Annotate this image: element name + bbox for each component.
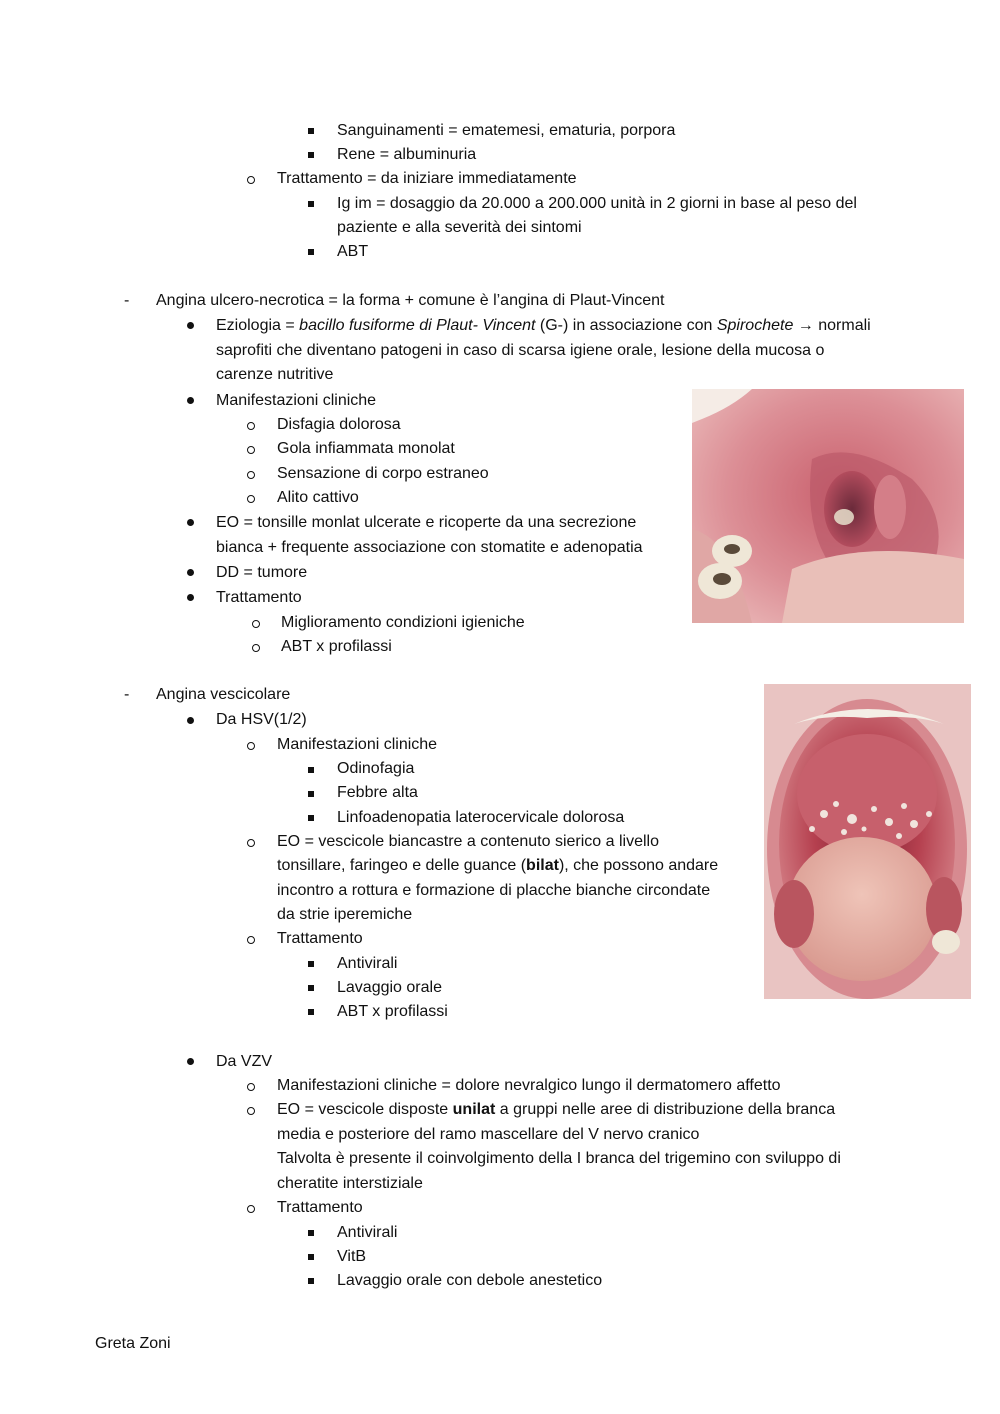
section-heading: Angina ulcero-necrotica = la forma + comune è l’angina di Plaut-Vincent — [156, 292, 665, 309]
bullet-square — [308, 152, 314, 158]
list-item-continuation: media e posteriore del ramo mascellare del V nervo cranico — [277, 1126, 700, 1143]
list-item: Da HSV(1/2) — [216, 711, 307, 728]
bullet-circle — [247, 1107, 255, 1115]
bullet-square — [308, 1230, 314, 1236]
list-item: Manifestazioni cliniche — [216, 392, 377, 409]
bullet-square — [308, 791, 314, 797]
list-item: ABT x profilassi — [281, 638, 392, 655]
list-item: VitB — [337, 1248, 367, 1265]
list-item: Gola infiammata monolat — [277, 440, 455, 457]
list-item-continuation: cheratite interstiziale — [277, 1175, 423, 1192]
bullet-dot — [187, 397, 194, 404]
list-item: Sensazione di corpo estraneo — [277, 465, 489, 482]
oral-vesicles-illustration — [764, 684, 971, 999]
bullet-circle — [252, 644, 260, 652]
bullet-circle — [252, 620, 260, 628]
bullet-circle — [247, 839, 255, 847]
list-item-continuation: carenze nutritive — [216, 366, 334, 383]
section-heading: Angina vescicolare — [156, 686, 291, 703]
list-item: Rene = albuminuria — [337, 146, 477, 163]
list-item: Trattamento = da iniziare immediatamente — [277, 170, 577, 187]
list-item: Lavaggio orale — [337, 979, 442, 996]
list-item: Disfagia dolorosa — [277, 416, 401, 433]
list-item: ABT — [337, 243, 369, 260]
list-item: Lavaggio orale con debole anestetico — [337, 1272, 603, 1289]
bullet-circle — [247, 422, 255, 430]
bullet-square — [308, 815, 314, 821]
dash-bullet: - — [124, 292, 130, 309]
bullet-dot — [187, 322, 194, 329]
bullet-circle — [247, 176, 255, 184]
bullet-circle — [247, 1205, 255, 1213]
list-item: DD = tumore — [216, 564, 308, 581]
list-item: Trattamento — [277, 1199, 363, 1216]
bullet-circle — [247, 446, 255, 454]
list-item-continuation: incontro a rottura e formazione di placche bianche circondate — [277, 882, 711, 899]
bullet-square — [308, 249, 314, 255]
bullet-square — [308, 128, 314, 134]
list-item-continuation: da strie iperemiche — [277, 906, 413, 923]
list-item: Miglioramento condizioni igieniche — [281, 614, 525, 631]
list-item-continuation: Talvolta è presente il coinvolgimento della I branca del trigemino con sviluppo di — [277, 1150, 841, 1167]
throat-ulcer-illustration — [692, 389, 964, 623]
list-item: Trattamento — [216, 589, 302, 606]
bullet-dot — [187, 717, 194, 724]
list-item: Sanguinamenti = ematemesi, ematuria, porpora — [337, 122, 676, 139]
list-item: Manifestazioni cliniche — [277, 736, 438, 753]
bullet-circle — [247, 495, 255, 503]
dash-bullet: - — [124, 686, 130, 703]
list-item: Antivirali — [337, 1224, 398, 1241]
bullet-square — [308, 1009, 314, 1015]
list-item: Odinofagia — [337, 760, 415, 777]
list-item: Alito cattivo — [277, 489, 359, 506]
list-item: Ig im = dosaggio da 20.000 a 200.000 unità in 2 giorni in base al peso del — [337, 195, 857, 212]
list-item-continuation: paziente e alla severità dei sintomi — [337, 219, 582, 236]
list-item: Antivirali — [337, 955, 398, 972]
list-item: Linfoadenopatia laterocervicale dolorosa — [337, 809, 625, 826]
bullet-dot — [187, 569, 194, 576]
list-item: EO = vescicole biancastre a contenuto sierico a livello — [277, 833, 659, 850]
bullet-dot — [187, 519, 194, 526]
bullet-square — [308, 1254, 314, 1260]
bullet-square — [308, 201, 314, 207]
throat-ulcer-photo — [692, 389, 964, 623]
list-item: EO = vescicole disposte unilat a gruppi nelle aree di distribuzione della branca — [277, 1101, 836, 1118]
list-item: ABT x profilassi — [337, 1003, 448, 1020]
bullet-circle — [247, 742, 255, 750]
list-item-continuation: tonsillare, faringeo e delle guance (bilat), che possono andare — [277, 857, 719, 874]
bullet-square — [308, 961, 314, 967]
list-item: EO = tonsille monlat ulcerate e ricoperte da una secrezione — [216, 514, 637, 531]
bullet-square — [308, 985, 314, 991]
list-item: Da VZV — [216, 1053, 273, 1070]
bullet-circle — [247, 471, 255, 479]
oral-vesicles-photo — [764, 684, 971, 999]
bullet-dot — [187, 594, 194, 601]
list-item: Trattamento — [277, 930, 363, 947]
bullet-square — [308, 767, 314, 773]
bullet-circle — [247, 936, 255, 944]
bullet-dot — [187, 1058, 194, 1065]
list-item-continuation: bianca + frequente associazione con stomatite e adenopatia — [216, 539, 643, 556]
list-item-continuation: saprofiti che diventano patogeni in caso di scarsa igiene orale, lesione della mucosa o — [216, 342, 825, 359]
list-item: Febbre alta — [337, 784, 418, 801]
bullet-circle — [247, 1083, 255, 1091]
bullet-square — [308, 1278, 314, 1284]
list-item: Eziologia = bacillo fusiforme di Plaut- Vincent (G-) in associazione con Spirochete → normali — [216, 317, 871, 334]
list-item: Manifestazioni cliniche = dolore nevralgico lungo il dermatomero affetto — [277, 1077, 781, 1094]
page-footer-author: Greta Zoni — [95, 1335, 171, 1352]
